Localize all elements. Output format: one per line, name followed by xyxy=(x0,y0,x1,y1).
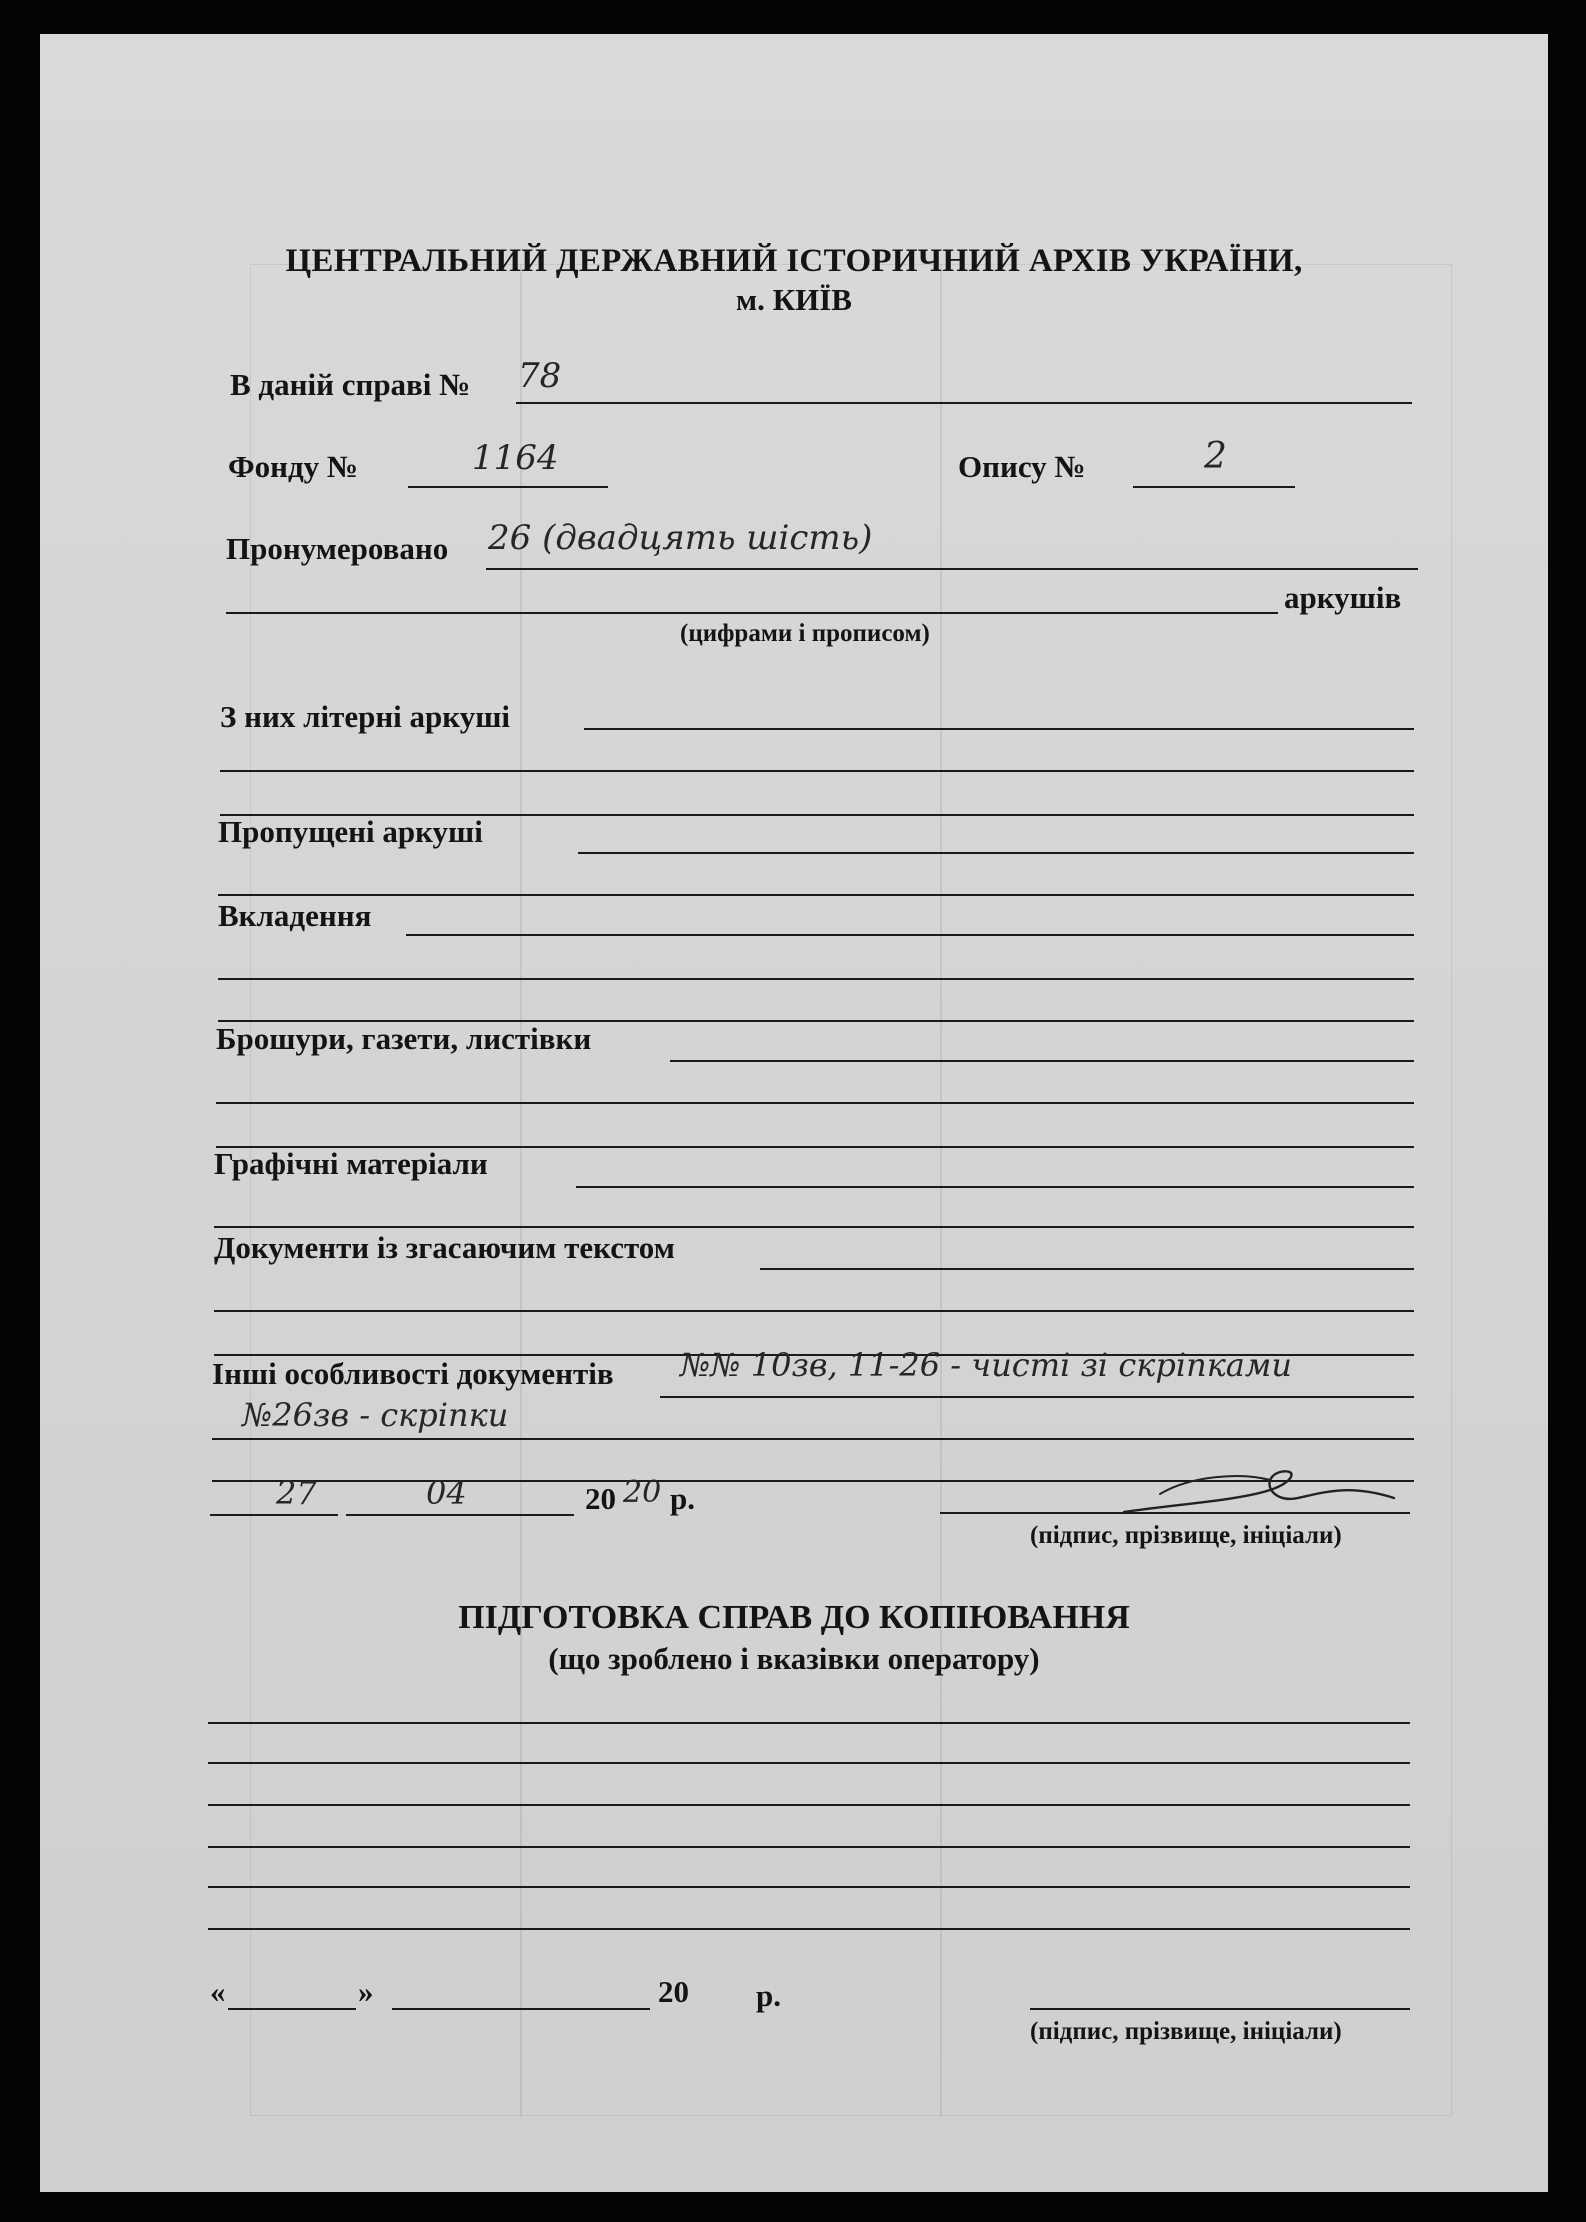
instructions-line-2 xyxy=(208,1762,1410,1764)
sheets-suffix: аркушів xyxy=(1284,580,1402,615)
case-number-line xyxy=(516,402,1412,404)
other-peculiarities-label: Інші особливості документів xyxy=(212,1356,614,1391)
signature-1 xyxy=(1120,1454,1400,1524)
brochures-line-1 xyxy=(670,1060,1414,1062)
other-peculiarities-line-1 xyxy=(660,1396,1414,1398)
missing-sheets-line-1 xyxy=(578,852,1414,854)
footer-date-day-line xyxy=(228,2008,356,2010)
instructions-line-6 xyxy=(208,1928,1410,1930)
inserts-line-1 xyxy=(406,934,1414,936)
signature-line-2 xyxy=(1030,2008,1410,2010)
numbered-line-2 xyxy=(226,612,1278,614)
instructions-line-5 xyxy=(208,1886,1410,1888)
archive-title: ЦЕНТРАЛЬНИЙ ДЕРЖАВНИЙ ІСТОРИЧНИЙ АРХІВ УКРАЇНИ, xyxy=(285,243,1303,279)
document-sheet xyxy=(40,34,1548,2192)
signature-caption-1: (підпис, прізвище, ініціали) xyxy=(1030,1522,1342,1549)
case-number-label: В даній справі № xyxy=(230,367,471,402)
copying-preparation-title: ПІДГОТОВКА СПРАВ ДО КОПІЮВАННЯ xyxy=(458,1599,1130,1636)
date-year-r: р. xyxy=(670,1481,695,1516)
date-day: 27 xyxy=(276,1474,317,1512)
copying-preparation-subtitle: (що зроблено і вказівки оператору) xyxy=(548,1641,1040,1676)
fading-text-label: Документи із згасаючим текстом xyxy=(214,1230,675,1265)
numbered-value: 26 (двадцять шість) xyxy=(488,518,873,558)
fond-label: Фонду № xyxy=(228,449,359,484)
footer-date-r: р. xyxy=(756,1978,781,2013)
brochures-label: Брошури, газети, листівки xyxy=(216,1021,592,1056)
fading-text-line-1 xyxy=(760,1268,1414,1270)
brochures-line-2 xyxy=(216,1102,1414,1104)
instructions-line-3 xyxy=(208,1804,1410,1806)
fading-text-line-2 xyxy=(214,1310,1414,1312)
inserts-line-2 xyxy=(218,978,1414,980)
date-year-suffix: 20 xyxy=(623,1475,662,1510)
graphic-materials-label: Графічні матеріали xyxy=(214,1146,488,1181)
other-notes-line-1: №№ 10зв, 11-26 - чисті зі скріпками xyxy=(680,1346,1293,1384)
date-month-line xyxy=(346,1514,574,1516)
numbered-label: Пронумеровано xyxy=(226,531,449,566)
opys-label: Опису № xyxy=(958,449,1086,484)
date-day-line xyxy=(210,1514,338,1516)
graphic-materials-line-2 xyxy=(214,1226,1414,1228)
case-number-value: 78 xyxy=(518,356,562,396)
bleed-through-column xyxy=(940,264,942,2116)
archive-city: м. КИЇВ xyxy=(736,282,852,317)
instructions-line-1 xyxy=(208,1722,1410,1724)
fond-line xyxy=(408,486,608,488)
instructions-line-4 xyxy=(208,1846,1410,1848)
footer-date-year: 20 xyxy=(658,1974,689,2009)
footer-date-month-line xyxy=(392,2008,650,2010)
signature-caption-2: (підпис, прізвище, ініціали) xyxy=(1030,2018,1342,2045)
missing-sheets-line-2 xyxy=(218,894,1414,896)
literal-sheets-line-2 xyxy=(220,770,1414,772)
footer-date-open-quote: « xyxy=(210,1974,226,2009)
numbered-line-1 xyxy=(486,568,1418,570)
opys-line xyxy=(1133,486,1295,488)
numbered-caption: (цифрами і прописом) xyxy=(680,620,930,647)
literal-sheets-label: З них літерні аркуші xyxy=(220,699,510,734)
graphic-materials-line-1 xyxy=(576,1186,1414,1188)
other-notes-line-2: №26зв - скріпки xyxy=(242,1396,509,1434)
fond-value: 1164 xyxy=(472,438,559,478)
date-year-prefix: 20 xyxy=(585,1481,616,1516)
date-month: 04 xyxy=(426,1474,467,1512)
other-peculiarities-line-2 xyxy=(212,1438,1414,1440)
opys-value: 2 xyxy=(1204,436,1227,477)
footer-date-close-quote: » xyxy=(358,1974,374,2009)
missing-sheets-label: Пропущені аркуші xyxy=(218,814,483,849)
literal-sheets-line-1 xyxy=(584,728,1414,730)
inserts-label: Вкладення xyxy=(218,898,372,933)
